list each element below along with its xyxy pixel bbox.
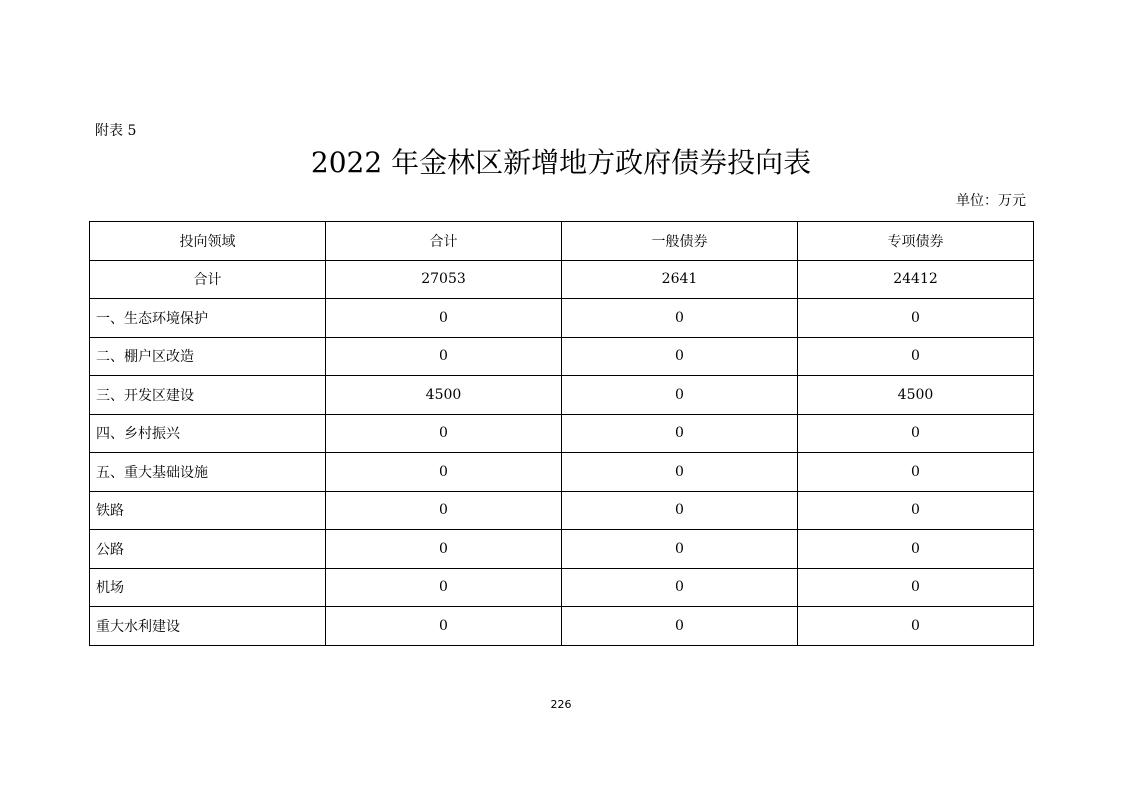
- row-area: 合计: [90, 260, 326, 299]
- row-special: 4500: [798, 376, 1034, 415]
- table-row: [90, 607, 1034, 646]
- page-number: 226: [550, 698, 572, 711]
- row-special: 24412: [798, 260, 1034, 299]
- row-special: 0: [798, 568, 1034, 607]
- row-area: 公路: [90, 530, 326, 569]
- row-general: 0: [562, 453, 798, 492]
- row-area: 四、乡村振兴: [90, 414, 326, 453]
- row-general: 0: [562, 607, 798, 646]
- row-general: 0: [562, 376, 798, 415]
- table-row: [90, 530, 1034, 569]
- row-total: 27053: [326, 260, 562, 299]
- row-general: 0: [562, 299, 798, 338]
- table-row: [90, 414, 1034, 453]
- row-total: 0: [326, 453, 562, 492]
- table-header-row: [90, 222, 1034, 261]
- row-general: 0: [562, 414, 798, 453]
- appendix-label: 附表 5: [95, 123, 137, 139]
- header-special-bonds: 专项债券: [798, 222, 1034, 261]
- table-row: [90, 337, 1034, 376]
- row-special: 0: [798, 299, 1034, 338]
- row-total: 0: [326, 568, 562, 607]
- header-general-bonds: 一般债券: [562, 222, 798, 261]
- row-general: 0: [562, 530, 798, 569]
- row-general: 2641: [562, 260, 798, 299]
- table-row: [90, 299, 1034, 338]
- row-total: 0: [326, 299, 562, 338]
- row-special: 0: [798, 530, 1034, 569]
- row-area: 机场: [90, 568, 326, 607]
- row-area: 铁路: [90, 491, 326, 530]
- row-area: 三、开发区建设: [90, 376, 326, 415]
- row-general: 0: [562, 491, 798, 530]
- bond-allocation-table: [89, 221, 1034, 646]
- page-title: 2022 年金林区新增地方政府债券投向表: [310, 146, 812, 179]
- row-total: 0: [326, 491, 562, 530]
- table-row: [90, 568, 1034, 607]
- table-row-total: [90, 260, 1034, 299]
- row-special: 0: [798, 607, 1034, 646]
- row-general: 0: [562, 568, 798, 607]
- table-row: [90, 453, 1034, 492]
- unit-label: 单位：万元: [956, 193, 1026, 209]
- table-row: [90, 376, 1034, 415]
- row-area: 一、生态环境保护: [90, 299, 326, 338]
- row-special: 0: [798, 337, 1034, 376]
- header-total: 合计: [326, 222, 562, 261]
- row-total: 0: [326, 530, 562, 569]
- row-area: 重大水利建设: [90, 607, 326, 646]
- row-special: 0: [798, 491, 1034, 530]
- row-area: 五、重大基础设施: [90, 453, 326, 492]
- row-total: 0: [326, 414, 562, 453]
- row-special: 0: [798, 414, 1034, 453]
- row-special: 0: [798, 453, 1034, 492]
- row-total: 0: [326, 337, 562, 376]
- row-general: 0: [562, 337, 798, 376]
- row-total: 0: [326, 607, 562, 646]
- header-area: 投向领域: [90, 222, 326, 261]
- row-total: 4500: [326, 376, 562, 415]
- row-area: 二、棚户区改造: [90, 337, 326, 376]
- table-row: [90, 491, 1034, 530]
